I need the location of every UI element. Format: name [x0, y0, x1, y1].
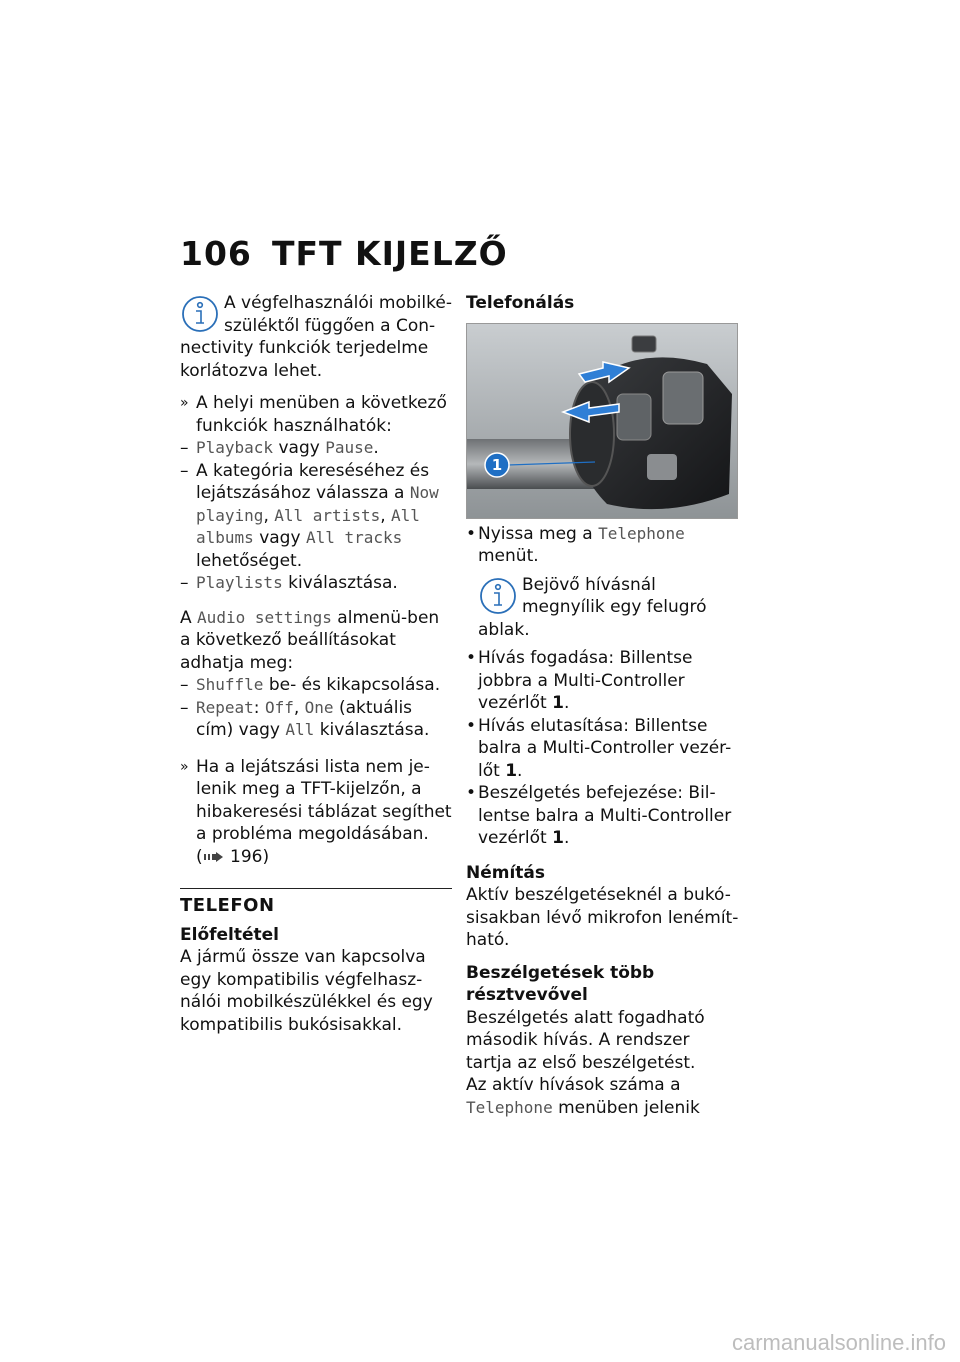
list-item: [180, 674, 452, 697]
info-icon: [180, 294, 220, 334]
dash-marker: –: [180, 573, 189, 593]
menu-code: Playlists: [196, 573, 283, 592]
list-item: [180, 697, 452, 742]
list-text: .: [563, 693, 570, 713]
list-text: ,: [380, 505, 392, 526]
list-item: [180, 460, 452, 573]
page-header: [180, 234, 508, 273]
menu-code: Audio settings: [197, 607, 332, 627]
list-item: [466, 782, 740, 850]
arrow-marker-icon: »: [180, 758, 189, 775]
callout-reference: 1: [552, 693, 564, 713]
info-note: [478, 574, 740, 642]
list-text: ,: [263, 505, 275, 526]
body-paragraph: Beszélgetés alatt fogadható második hívás. A rendszer tartja az első beszélgetést.: [466, 1007, 705, 1073]
list-text: .: [373, 438, 379, 458]
menu-code: Repeat: [196, 697, 254, 717]
callout-reference: 1: [505, 760, 518, 781]
callout-reference: 1: [552, 828, 564, 848]
body-text: menüben jelenik: [552, 1097, 700, 1118]
left-column: [180, 292, 452, 1046]
instruction-text: A helyi menüben a következő funkciók használhatók:: [196, 393, 447, 436]
bullet-marker: •: [466, 648, 477, 668]
body-text: Az aktív hívások száma a: [466, 1075, 681, 1095]
audio-settings-paragraph: [180, 607, 452, 675]
subheading: Telefonálás: [466, 293, 575, 313]
list-text: be- és kikapcsolása.: [263, 675, 441, 695]
list-text: menüt.: [478, 546, 539, 566]
list-text: :: [253, 697, 265, 718]
list-text: vagy: [253, 528, 306, 548]
menu-code: All: [285, 720, 315, 739]
menu-code: All albums: [196, 505, 420, 547]
page-reference-number: 196: [230, 846, 263, 867]
body-text: A: [180, 607, 198, 628]
instruction-item: [180, 392, 452, 437]
list-text: ,: [293, 697, 305, 718]
list-text: .: [517, 760, 523, 781]
info-icon: [478, 576, 518, 616]
subheading: Beszélgetések több résztvevővel: [466, 962, 655, 1005]
menu-code: Telephone: [466, 1097, 553, 1117]
callout-number: 1: [491, 455, 503, 474]
menu-code: Telephone: [598, 523, 685, 543]
handlebar-switch-image: [467, 324, 737, 518]
list-text: kiválasztása.: [282, 573, 398, 593]
list-item: [466, 647, 740, 715]
list-item: [466, 715, 740, 783]
multi-controller-illustration: [466, 323, 738, 519]
dash-marker: –: [180, 675, 189, 695]
bullet-marker: •: [466, 783, 477, 803]
list-text: .: [563, 828, 570, 848]
info-note: [180, 292, 452, 382]
list-item: [466, 523, 740, 568]
instruction-text: Ha a lejátszási lista nem je-lenik meg a TFT-kijelzőn, a hibakeresési táblázat segíthet a probléma megoldásában.: [196, 756, 452, 844]
dash-marker: –: [180, 438, 189, 458]
list-text: A kategória kereséséhez és lejátszásához válassza a: [196, 460, 430, 503]
page-reference-link[interactable]: ( 196 ): [196, 846, 270, 867]
list-text: (aktuális cím) vagy: [196, 697, 413, 740]
list-text: kiválasztása.: [314, 720, 430, 740]
menu-code: Pause: [325, 438, 374, 457]
instruction-item: [180, 756, 452, 869]
info-note-text: Bejövő hívásnál megnyílik egy felugró ablak.: [478, 574, 707, 640]
menu-code: Shuffle: [196, 675, 264, 694]
page-ref-arrow-icon: [203, 851, 225, 863]
body-paragraph: A jármű össze van kapcsolva egy kompatibilis végfelhasz-nálói mobilkészülékkel és egy kompatibilis bukósisakkal.: [180, 947, 433, 1035]
list-text: Beszélgetés befejezése: Bil-lentse balra a Multi-Controller vezérlőt: [478, 783, 732, 848]
dash-marker: –: [180, 697, 189, 718]
menu-code: Now playing: [196, 483, 439, 525]
menu-code: All tracks: [305, 528, 403, 547]
info-note-text: A végfelhasználói mobilké-szüléktől függően a Con-nectivity funkciók terjedelme korlátozva lehet.: [180, 293, 452, 381]
body-paragraph: [466, 1074, 740, 1119]
right-column: [466, 292, 740, 1129]
list-text: lehetőséget.: [196, 550, 303, 571]
chapter-title: TFT KIJELZŐ: [272, 234, 508, 273]
page-number: 106: [180, 234, 252, 273]
list-text: Nyissa meg a: [478, 523, 599, 544]
list-text: vagy: [273, 438, 326, 458]
bullet-marker: •: [466, 715, 477, 736]
list-item: [180, 572, 452, 595]
body-paragraph: Aktív beszélgetéseknél a bukó-sisakban lévő mikrofon lenémít-ható.: [466, 885, 739, 950]
list-item: [180, 437, 452, 460]
list-text: Hívás fogadása: Billentse jobbra a Multi-Controller vezérlőt: [478, 648, 693, 713]
list-text: Hívás elutasítása: Billentse balra a Multi-Controller vezér-lőt: [478, 715, 732, 781]
watermark-text: carmanualsonline.info: [731, 1329, 946, 1355]
subheading: Némítás: [466, 862, 546, 883]
bullet-marker: •: [466, 523, 477, 544]
dash-marker: –: [180, 460, 189, 481]
menu-code: Off: [264, 697, 294, 717]
section-divider: [180, 888, 452, 889]
section-title: TELEFON: [180, 895, 275, 916]
menu-code: Playback: [196, 438, 274, 457]
menu-code: One: [304, 697, 334, 717]
arrow-marker-icon: »: [180, 395, 189, 411]
body-text: almenü-ben a következő beállításokat adhatja meg:: [180, 607, 440, 673]
menu-code: All artists: [274, 505, 381, 525]
subheading: Előfeltétel: [180, 924, 280, 945]
